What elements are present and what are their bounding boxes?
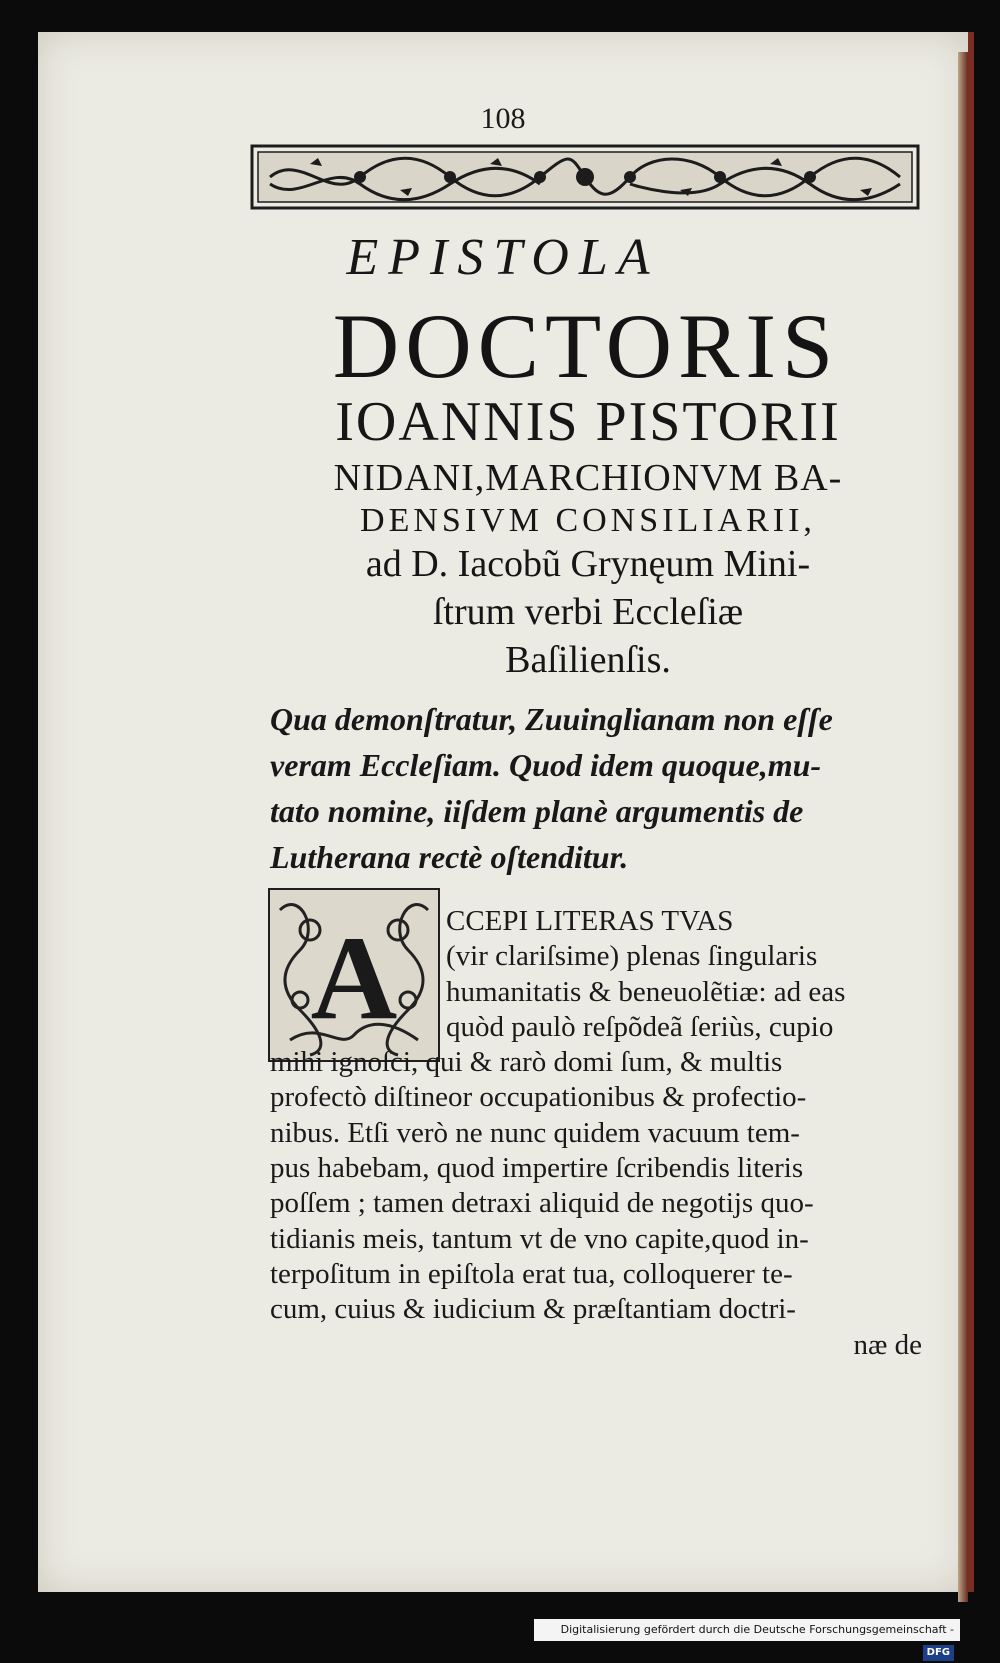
initial-letter: A [310,911,398,1044]
body-line: mihi ignoſci, qui & rarò domi ſum, & multis [270,1046,783,1079]
summary-line: tato nomine, iiſdem planè argumentis de [270,793,804,829]
summary-line: Qua demonſtratur, Zuuinglianam non eſſe [270,701,833,737]
title-line-nidani: NIDANI,MARCHIONVM BA- [333,457,843,499]
body-line: quòd paulò reſpõdeã ſeriùs, cupio [446,1010,834,1043]
ornamental-headpiece [250,144,920,210]
body-line: terpoſitum in epiſtola erat tua, colloquerer te- [270,1257,793,1290]
body-line: poſſem ; tamen detraxi aliquid de negotijs quo- [270,1187,814,1220]
summary-line: Lutherana rectè oſtenditur. [270,839,629,875]
body-line: tidianis meis, tantum vt de vno capite,quod in- [270,1222,809,1255]
title-epistola: EPISTOLA [346,229,660,286]
body-line: (vir clariſsime) plenas ſingularis [446,940,818,973]
title-line-strum: ſtrum verbi Eccleſiæ [432,591,744,633]
title-line-basiliensis: Baſilienſis. [505,639,671,681]
body-line: humanitatis & beneuolẽtiæ: ad eas [446,975,846,1008]
italic-summary [270,696,930,880]
summary-line: veram Eccleſiam. Quod idem quoque,mu- [270,747,822,783]
title-doctoris: DOCTORIS [332,295,840,397]
title-line-densium: DENSIVM CONSILIARII, [360,502,816,539]
headpiece-ornament-graphic [250,144,920,210]
body-line: nibus. Etſi verò ne nunc quidem vacuum tem- [270,1116,800,1149]
book-page [38,32,974,1592]
dfg-logo: DFG [923,1645,954,1661]
title-author-name: IOANNIS PISTORII [335,391,841,453]
body-line: profectò diſtineor occupationibus & profectio- [270,1081,807,1114]
catchword: næ de [853,1328,922,1361]
footer-text: Digitalisierung gefördert durch die Deutsche Forschungsgemeinschaft - [560,1623,954,1636]
title-line-addressee: ad D. Iacobũ Grynęum Mini- [365,543,811,585]
page-number: 108 [480,102,526,135]
letter-body [270,904,930,1363]
body-line: cum, cuius & iudicium & præſtantiam doctri- [270,1293,796,1326]
body-line: CCEPI LITERAS TVAS [446,905,734,937]
body-line: pus habebam, quod impertire ſcribendis literis [270,1152,804,1185]
digitization-footer [534,1619,960,1658]
